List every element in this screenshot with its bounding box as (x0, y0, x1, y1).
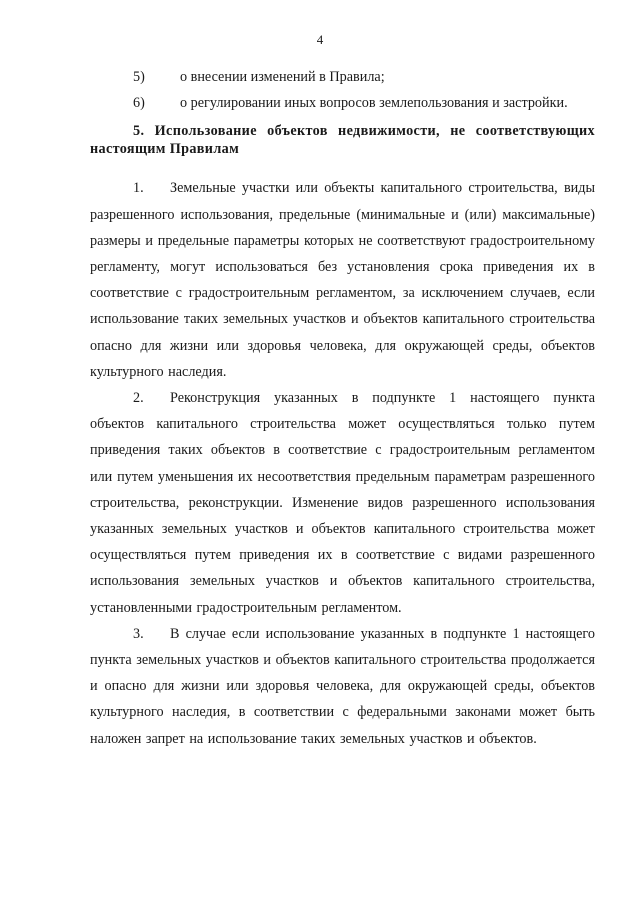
list-item (133, 64, 595, 90)
paragraph (90, 385, 595, 621)
list-item (133, 90, 595, 116)
list-item-number: 6) (133, 95, 145, 112)
paragraph (90, 175, 595, 385)
section-heading: 5. Использование объектов недвижимости, не соответствующих настоящим Правилам (90, 123, 595, 158)
list-item-text: о регулировании иных вопросов землепользования и застройки. (180, 95, 568, 112)
paragraph-text: Земельные участки или объекты капитального строительства, виды разрешенного использования, предельные (минимальные и (или) максимальные) размеры и предельные параметры которых не соответствуют градостроительному регламенту, могут использоваться без установления срока приведения их в соответствие с градостроительным регламентом, за исключением случаев, если использование таких земельных участков и объектов капитального строительства опасно для жизни или здоровья человека, для окружающей среды, объектов культурного наследия. (90, 180, 595, 380)
paragraph-number: 2. (133, 390, 144, 407)
paragraph-text: В случае если использование указанных в подпункте 1 настоящего пункта земельных участков и объектов капитального строительства продолжается и опасно для жизни или здоровья человека, для окружающей среды, объектов культурного наследия, в соответствии с федеральными законами может быть наложен запрет на использование таких земельных участков и объектов. (90, 625, 595, 747)
paragraph-number: 3. (133, 625, 144, 642)
paragraph-text: Реконструкция указанных в подпункте 1 настоящего пункта объектов капитального строительства может осуществляться только путем приведения таких объектов в соответствие с градостроительным регламентом или путем уменьшения их несоответствия предельным параметрам разрешенного строительства, реконструкции. Изменение видов разрешенного использования указанных земельных участков и объектов капитального строительства может осуществляться путем приведения их в соответствие с видами разрешенного использования земельных участков и объектов капитального строительства, установленными градостроительным регламентом. (90, 390, 595, 616)
page-number: 4 (316, 32, 324, 47)
document-body (90, 64, 595, 752)
paragraph (90, 621, 595, 752)
paragraph-number: 1. (133, 180, 144, 197)
list-item-text: о внесении изменений в Правила; (180, 69, 385, 85)
list-item-number: 5) (133, 69, 145, 85)
